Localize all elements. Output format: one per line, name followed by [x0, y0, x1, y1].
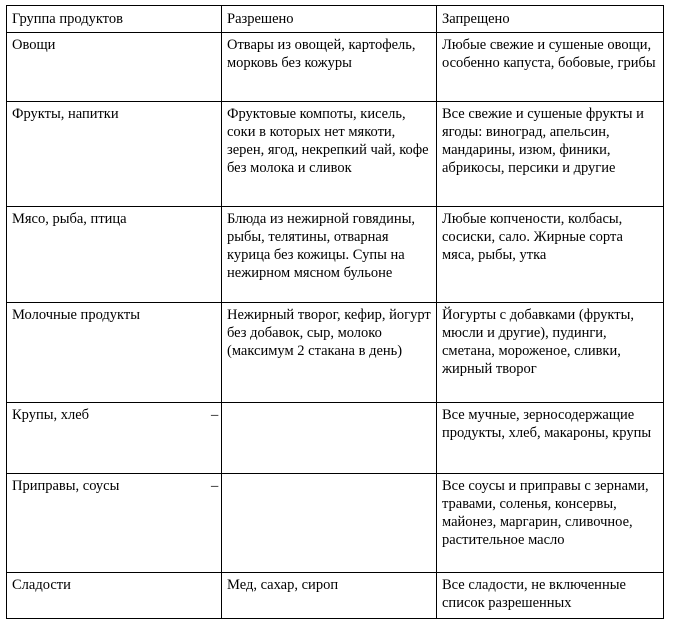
cell-group: Фрукты, напитки — [7, 102, 222, 207]
cell-forbidden: Любые свежие и сушеные овощи, особенно капуста, бобовые, грибы — [437, 33, 664, 102]
cell-forbidden: Все мучные, зерносодержащие продукты, хлеб, макароны, крупы — [437, 403, 664, 474]
cell-forbidden: Все сладости, не включенные список разрешенных — [437, 573, 664, 619]
cell-allowed: Мед, сахар, сироп — [222, 573, 437, 619]
header-row — [7, 6, 664, 33]
cell-allowed: Нежирный творог, кефир, йогурт без добавок, сыр, молоко (максимум 2 стакана в день) — [222, 303, 437, 403]
table-row — [7, 303, 664, 403]
table-row — [7, 573, 664, 619]
cell-allowed: Фруктовые компоты, кисель, соки в которых нет мякоти, зерен, ягод, некрепкий чай, кофе без молока и сливок — [222, 102, 437, 207]
cell-allowed — [211, 474, 437, 573]
header-allowed: Разрешено — [222, 6, 437, 33]
header-forbidden: Запрещено — [437, 6, 664, 33]
cell-group: Сладости — [7, 573, 222, 619]
cell-forbidden: Все свежие и сушеные фрукты и ягоды: виноград, апельсин, мандарины, изюм, финики, абрикосы, персики и другие — [437, 102, 664, 207]
table-row — [7, 207, 664, 303]
table-row — [7, 474, 664, 573]
table-row — [7, 403, 664, 474]
dash-text: – — [211, 478, 219, 494]
cell-group: Крупы, хлеб — [7, 403, 222, 474]
cell-group: Приправы, соусы — [7, 474, 222, 573]
cell-allowed — [211, 403, 437, 474]
table-row — [7, 102, 664, 207]
table-row — [7, 33, 664, 102]
cell-allowed: Блюда из нежирной говядины, рыбы, телятины, отварная курица без кожицы. Супы на нежирном мясном бульоне — [222, 207, 437, 303]
cell-forbidden: Йогурты с добавками (фрукты, мюсли и другие), пудинги, сметана, мороженое, сливки, жирный творог — [437, 303, 664, 403]
dash-text: – — [211, 407, 219, 423]
cell-group: Овощи — [7, 33, 222, 102]
cell-forbidden: Все соусы и приправы с зернами, травами, соленья, консервы, майонез, маргарин, сливочное, растительное масло — [437, 474, 664, 573]
cell-group: Молочные продукты — [7, 303, 222, 403]
cell-group: Мясо, рыба, птица — [7, 207, 222, 303]
cell-allowed: Отвары из овощей, картофель, морковь без кожуры — [222, 33, 437, 102]
diet-table — [6, 5, 664, 619]
header-group: Группа продуктов — [7, 6, 222, 33]
cell-forbidden: Любые копчености, колбасы, сосиски, сало. Жирные сорта мяса, рыбы, утка — [437, 207, 664, 303]
